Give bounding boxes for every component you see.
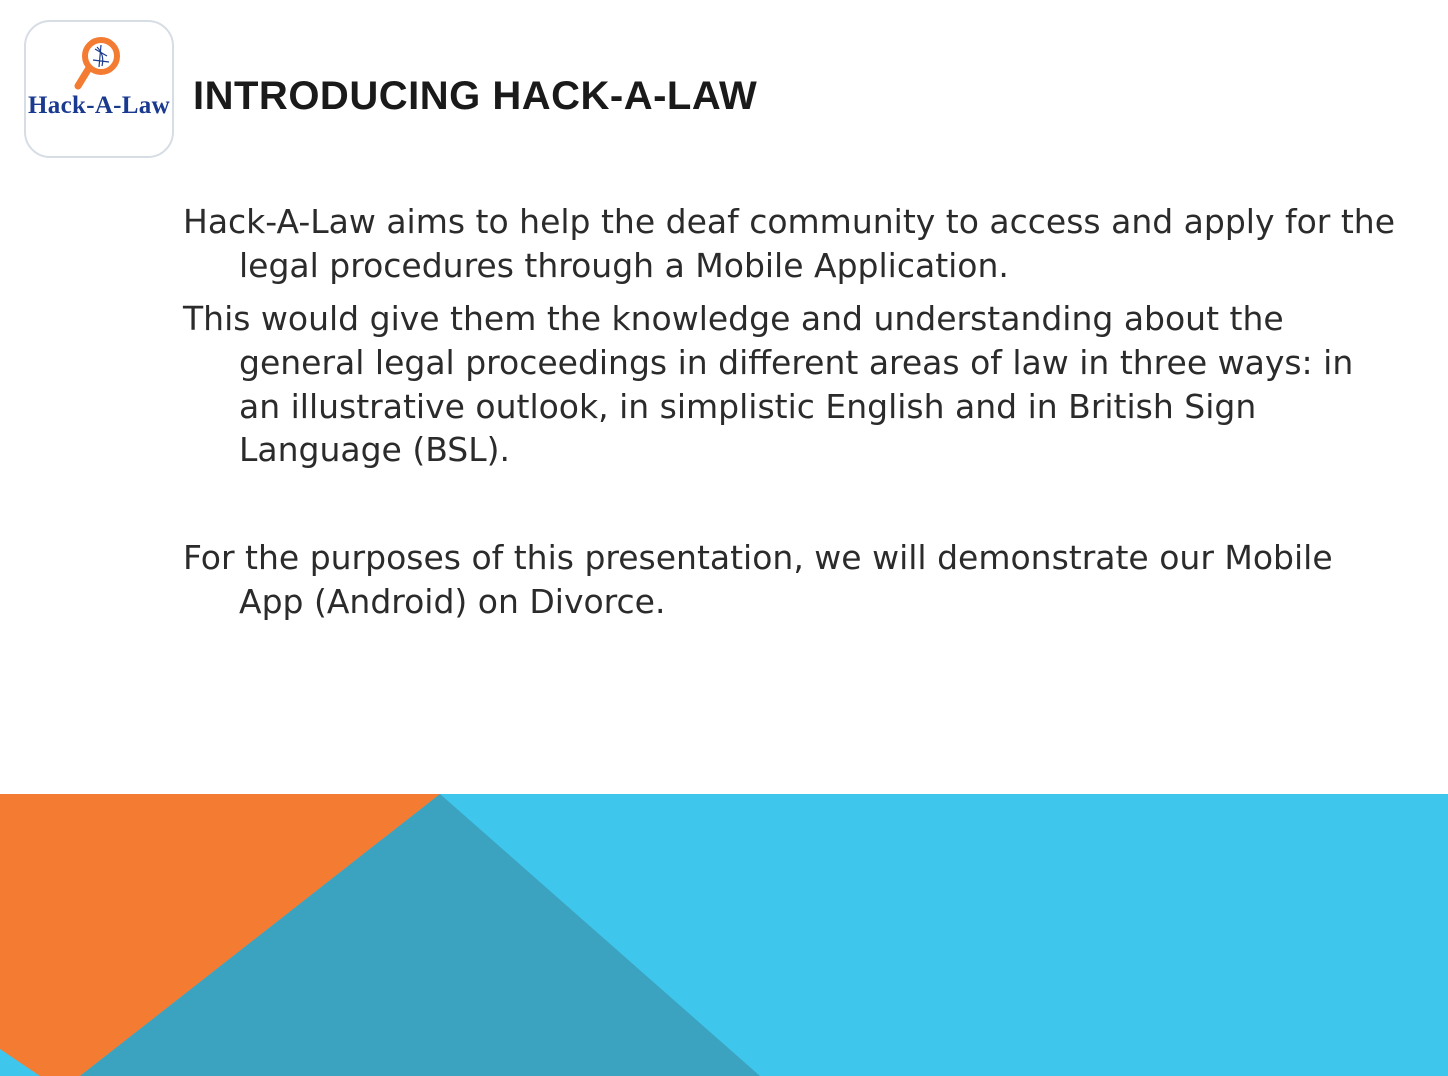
body-paragraph: Hack-A-Law aims to help the deaf community to access and apply for the legal procedures through a Mobile Application. [183, 202, 1395, 285]
page-title: INTRODUCING HACK-A-LAW [193, 74, 758, 118]
body-paragraph: For the purposes of this presentation, we will demonstrate our Mobile App (Android) on Divorce. [183, 538, 1333, 622]
body-paragraph: This would give them the knowledge and understanding about the general legal proceedings in different areas of law in three ways: in an illustrative outlook, in simplistic English and in British Sign Language (BSL). [183, 298, 1354, 470]
hack-a-law-logo [24, 20, 176, 160]
magnifying-glass-icon [71, 36, 129, 94]
logo-wordmark: Hack-A-Law [28, 92, 170, 119]
slide-body [183, 200, 1403, 633]
decorative-footer-band [0, 794, 1448, 1076]
